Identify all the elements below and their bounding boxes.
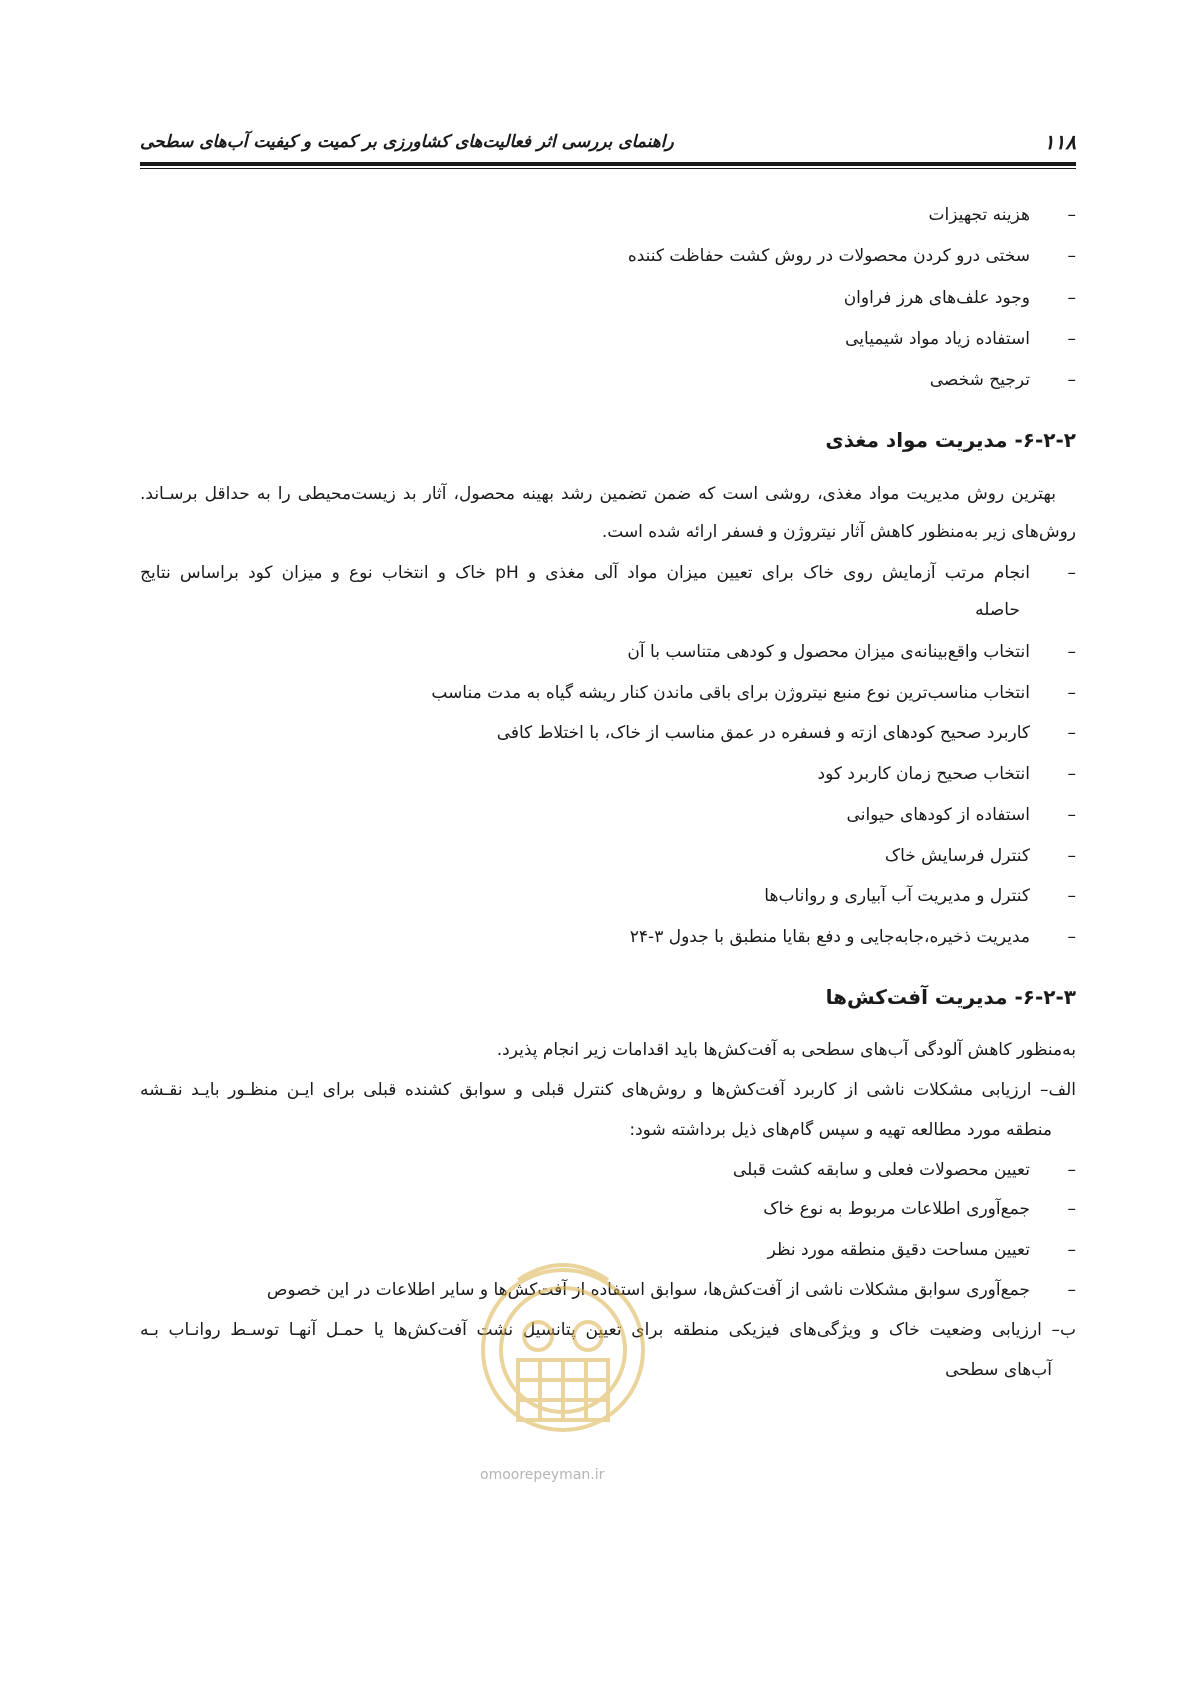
paragraph-line: منطقه مورد مطالعه تهیه و سپس گام‌های ذیل برداشته شود:: [629, 1120, 1052, 1140]
bullet-dash: –: [1067, 205, 1076, 225]
bullet-dash: –: [1067, 886, 1076, 906]
bullet-dash: –: [1067, 563, 1076, 583]
paragraph-line: آب‌های سطحی: [945, 1360, 1052, 1380]
bullet-dash: –: [1067, 1199, 1076, 1219]
bullet-dash: –: [1067, 246, 1076, 266]
list-item: –انتخاب مناسب‌ترین نوع منبع نیتروژن برای باقی ماندن کنار ریشه گیاه به مدت مناسب: [431, 683, 1076, 703]
paragraph-line: بهترین روش مدیریت مواد مغذی، روشی است که ضمن تضمین رشد بهینه محصول، آثار بد زیست‌محیطی را به حداقل برسـاند.: [140, 484, 1056, 504]
bullet-dash: –: [1067, 329, 1076, 349]
list-item: –تعیین محصولات فعلی و سابقه کشت قبلی: [732, 1160, 1076, 1180]
list-item-continuation: حاصله: [975, 600, 1020, 620]
paragraph-line: الف– ارزیابی مشکلات ناشی از کاربرد آفت‌کش‌ها و روش‌های کنترل قبلی و سوابق کشنده قبلی برای ایـن منظـور بایـد نقـشه: [140, 1080, 1076, 1100]
bullet-dash: –: [1067, 683, 1076, 703]
bullet-dash: –: [1067, 927, 1076, 947]
section-heading: ۶-۲-۲- مدیریت مواد مغذی: [825, 428, 1076, 452]
list-item: –وجود علف‌های هرز فراوان: [843, 288, 1076, 308]
bullet-dash: –: [1067, 1240, 1076, 1260]
list-item: –هزینه تجهیزات: [928, 205, 1076, 225]
list-item: –انتخاب واقع‌بینانه‌ی میزان محصول و کودهی متناسب با آن: [627, 642, 1076, 662]
list-item: –کنترل و مدیریت آب آبیاری و رواناب‌ها: [764, 886, 1076, 906]
list-item: –استفاده از کودهای حیوانی: [846, 805, 1076, 825]
paragraph-line: ب– ارزیابی وضعیت خاک و ویژگی‌های فیزیکی منطقه برای تعیین پتانسیل نشت آفت‌کش‌ها یا حمـل آنهـا توسـط روانـاب بـه: [140, 1320, 1076, 1340]
list-item: –استفاده زیاد مواد شیمیایی: [845, 329, 1076, 349]
watermark-url: omoorepeyman.ir: [480, 1467, 605, 1483]
bullet-dash: –: [1067, 1160, 1076, 1180]
header-rule-thin: [140, 168, 1076, 169]
list-item: –مدیریت ذخیره،جابه‌جایی و دفع بقایا منطبق با جدول ۳-۲۴: [629, 927, 1076, 947]
list-item: –کاربرد صحیح کودهای ازته و فسفره در عمق مناسب از خاک، با اختلاط کافی: [496, 723, 1076, 743]
list-item: –انجام مرتب آزمایش روی خاک برای تعیین میزان مواد آلی مغذی و pH خاک و انتخاب نوع و میزان کود براساس نتایج: [140, 563, 1076, 583]
header-rule-thick: [140, 162, 1076, 166]
list-item: –کنترل فرسایش خاک: [884, 846, 1076, 866]
page-header: [140, 118, 1076, 158]
bullet-dash: –: [1067, 642, 1076, 662]
paragraph-line: روش‌های زیر به‌منظور کاهش آثار نیتروژن و فسفر ارائه شده است.: [601, 522, 1076, 542]
running-title: راهنمای بررسی اثر فعالیت‌های کشاورزی بر کمیت و کیفیت آب‌های سطحی: [140, 132, 674, 152]
bullet-dash: –: [1067, 370, 1076, 390]
bullet-dash: –: [1067, 723, 1076, 743]
bullet-dash: –: [1067, 288, 1076, 308]
bullet-dash: –: [1067, 764, 1076, 784]
bullet-dash: –: [1067, 846, 1076, 866]
watermark-logo-icon: [458, 1240, 668, 1450]
list-item: –جمع‌آوری اطلاعات مربوط به نوع خاک: [763, 1199, 1076, 1219]
list-item: –سختی درو کردن محصولات در روش کشت حفاظت کننده: [627, 246, 1076, 266]
bullet-dash: –: [1067, 805, 1076, 825]
list-item: –جمع‌آوری سوابق مشکلات ناشی از آفت‌کش‌ها، سوابق استفاده از آفت‌کش‌ها و سایر اطلاعات در این خصوص: [266, 1280, 1076, 1300]
bullet-dash: –: [1067, 1280, 1076, 1300]
list-item: –ترجیح شخصی: [929, 370, 1076, 390]
list-item: –انتخاب صحیح زمان کاربرد کود: [817, 764, 1076, 784]
section-heading: ۶-۲-۳- مدیریت آفت‌کش‌ها: [825, 985, 1076, 1009]
paragraph-line: به‌منظور کاهش آلودگی آب‌های سطحی به آفت‌کش‌ها باید اقدامات زیر انجام پذیرد.: [496, 1040, 1076, 1060]
list-item: –تعیین مساحت دقیق منطقه مورد نظر: [767, 1240, 1076, 1260]
page-number: ۱۱۸: [1043, 130, 1076, 154]
